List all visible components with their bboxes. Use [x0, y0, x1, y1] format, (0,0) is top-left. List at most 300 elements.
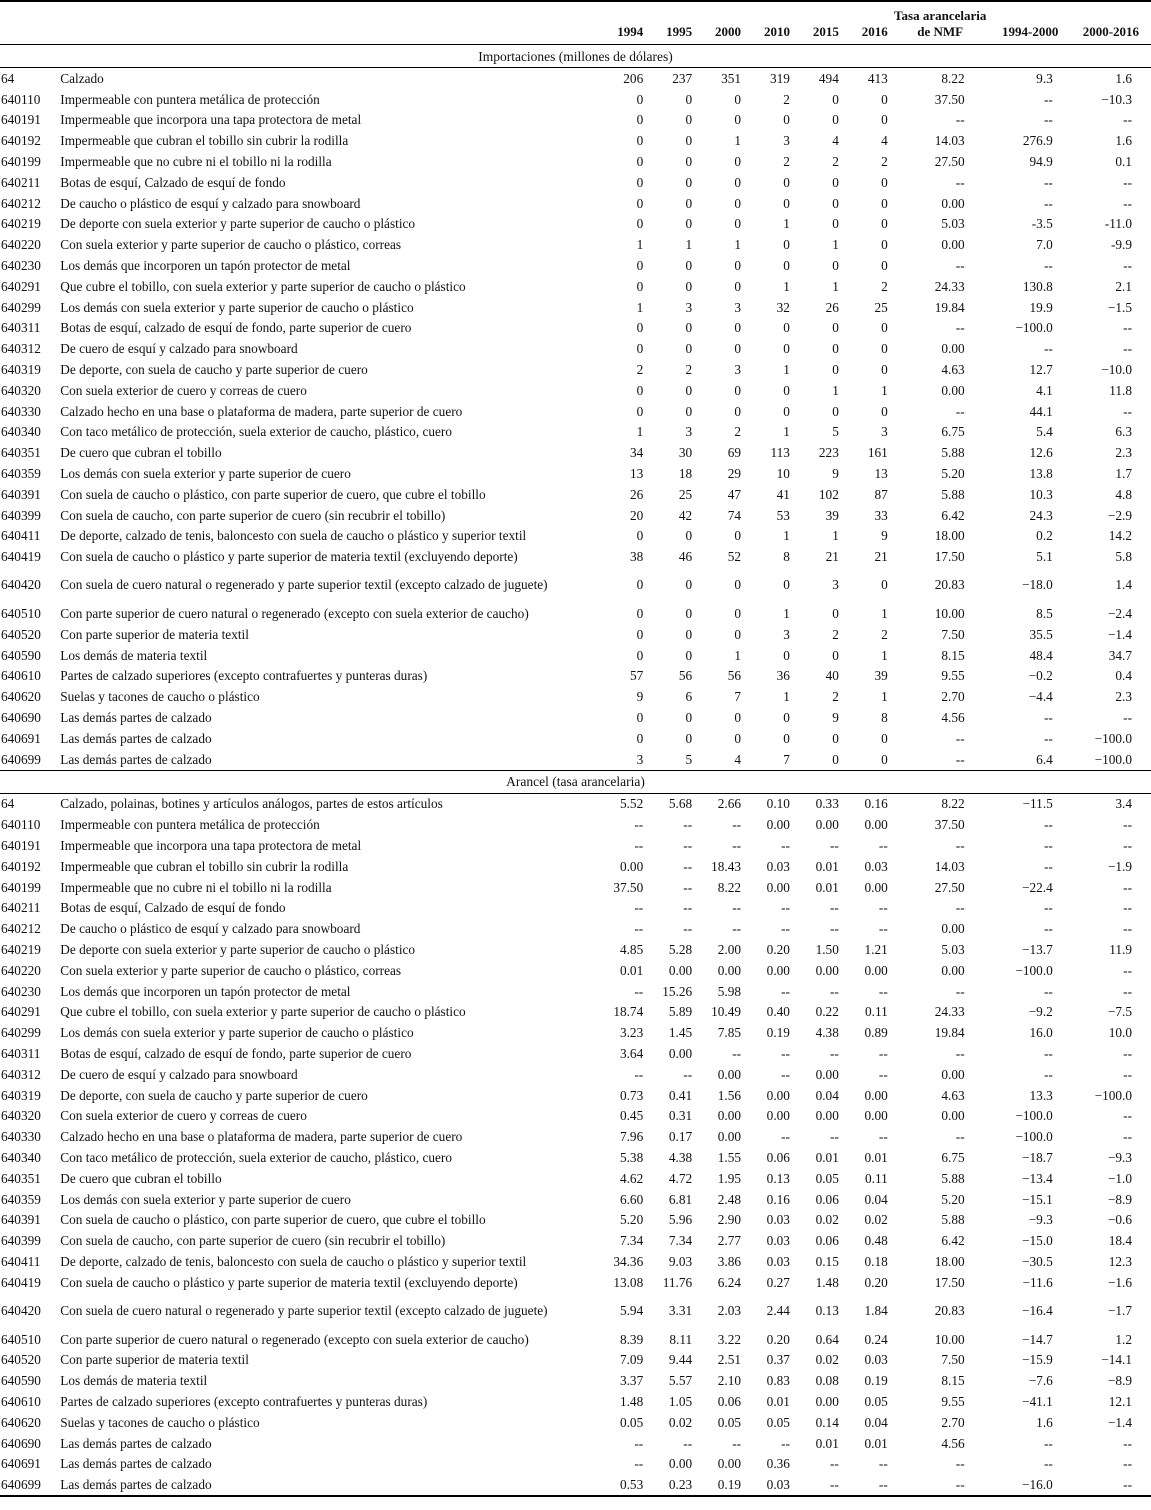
- cell-y2015: 5: [832, 424, 839, 440]
- cell-hs-code: 640212: [1, 195, 41, 211]
- cell-change-1994-2000: --: [1043, 341, 1053, 357]
- cell-mfn-rate: --: [955, 1129, 965, 1145]
- cell-mfn-rate: 20.83: [934, 577, 965, 593]
- cell-y1995: 0: [685, 133, 693, 149]
- cell-y2016: --: [878, 1456, 888, 1472]
- cell-change-2000-2016: --: [1071, 1474, 1151, 1496]
- cell-y1994: 5.38: [619, 1149, 644, 1165]
- cell-y2016: 0.05: [864, 1393, 888, 1409]
- cell-description: Los demás de materia textil: [60, 1373, 208, 1389]
- cell-y2010: 7: [783, 751, 790, 767]
- cell-description: Impermeable que cubran el tobillo sin cubrir la rodilla: [60, 858, 349, 874]
- cell-y1994: 0: [636, 195, 644, 211]
- cell-y2000: 7.85: [717, 1025, 742, 1041]
- cell-y1995: 1.05: [668, 1393, 693, 1409]
- cell-y1994: 3.23: [619, 1025, 644, 1041]
- cell-hs-code: 640192: [1, 133, 41, 149]
- cell-y1995: 25: [678, 486, 693, 502]
- cell-y2000: 2.00: [717, 941, 742, 957]
- cell-y2010: 0.13: [766, 1170, 790, 1186]
- table-header: [0, 1, 1151, 45]
- cell-y2010: 3: [783, 626, 790, 642]
- cell-y1994: 57: [629, 668, 644, 684]
- cell-mfn-rate: 0.00: [941, 382, 965, 398]
- table-row: [0, 1370, 1151, 1391]
- cell-change-1994-2000: 0.2: [1036, 528, 1053, 544]
- cell-change-2000-2016: 1.6: [1115, 133, 1132, 149]
- cell-y2016: 413: [867, 70, 888, 86]
- cell-description: De caucho o plástico de esquí y calzado para snowboard: [60, 921, 361, 937]
- cell-y2000: 2.66: [717, 796, 742, 812]
- cell-change-1994-2000: --: [1043, 900, 1053, 916]
- cell-y2010: 0.03: [766, 1233, 790, 1249]
- cell-y1995: 0: [685, 626, 693, 642]
- cell-change-1994-2000: −15.1: [1022, 1191, 1053, 1207]
- cell-change-2000-2016: 1.6: [1115, 70, 1132, 86]
- cell-change-1994-2000: --: [1043, 817, 1053, 833]
- cell-mfn-rate: 14.03: [934, 858, 965, 874]
- cell-y2015: 39: [825, 507, 839, 523]
- cell-y1995: 0: [685, 606, 693, 622]
- cell-y2016: 0.16: [864, 796, 888, 812]
- cell-y1994: 1: [636, 424, 644, 440]
- header-year-2016: 2016: [861, 24, 888, 39]
- cell-description: Impermeable con puntera metálica de protección: [60, 91, 320, 107]
- table-row: [0, 214, 1151, 235]
- cell-y2000: 0: [734, 258, 742, 274]
- cell-y1995: 1.45: [668, 1025, 693, 1041]
- table-row: [0, 1391, 1151, 1412]
- cell-y1994: 206: [623, 70, 644, 86]
- cell-y2000: 0.06: [717, 1393, 742, 1409]
- cell-description: Los demás que incorporen un tapón protector de metal: [60, 983, 351, 999]
- cell-change-1994-2000: 5.4: [1036, 424, 1053, 440]
- cell-y2010: 1: [783, 528, 790, 544]
- cell-change-1994-2000: --: [1043, 1456, 1053, 1472]
- cell-description: Botas de esquí, calzado de esquí de fondo, parte superior de cuero: [60, 1045, 412, 1061]
- cell-y2000: 29: [727, 466, 742, 482]
- cell-y2000: 0.00: [717, 1456, 742, 1472]
- cell-y1995: --: [683, 1066, 693, 1082]
- cell-hs-code: 640220: [1, 237, 41, 253]
- cell-change-1994-2000: −13.4: [1022, 1170, 1053, 1186]
- cell-y2016: 2: [881, 154, 888, 170]
- cell-y2015: 0: [832, 362, 839, 378]
- cell-y2010: 0: [783, 341, 790, 357]
- cell-y2016: 0.01: [864, 1435, 888, 1451]
- table-row: [0, 686, 1151, 707]
- cell-description: Impermeable que incorpora una tapa protectora de metal: [60, 112, 362, 128]
- cell-y2016: 0.11: [864, 1004, 888, 1020]
- cell-change-1994-2000: --: [1043, 858, 1053, 874]
- cell-y1995: 5.89: [668, 1004, 693, 1020]
- cell-y1995: 11.76: [662, 1274, 693, 1290]
- cell-y2010: 36: [776, 668, 790, 684]
- cell-description: Con suela de cuero natural o regenerado y parte superior textil (excepto calzado de juguete): [60, 1302, 548, 1318]
- cell-y2015: 0.04: [815, 1087, 839, 1103]
- cell-change-1994-2000: 10.3: [1029, 486, 1053, 502]
- cell-mfn-rate: 7.50: [941, 626, 965, 642]
- cell-y2016: --: [842, 1474, 891, 1496]
- cell-y2010: --: [781, 1045, 790, 1061]
- cell-y2016: 1.84: [864, 1302, 888, 1318]
- cell-y2000: 0: [734, 174, 742, 190]
- cell-change-2000-2016: --: [1123, 320, 1132, 336]
- cell-description: De cuero que cubran el tobillo: [60, 445, 222, 461]
- cell-change-2000-2016: -9.9: [1110, 237, 1132, 253]
- cell-y2015: 1: [832, 237, 839, 253]
- cell-y2010: 0: [783, 403, 790, 419]
- cell-hs-code: 640199: [1, 154, 41, 170]
- section-tariff-row: [0, 770, 1151, 793]
- cell-change-2000-2016: −14.1: [1101, 1352, 1132, 1368]
- cell-y2016: 33: [874, 507, 888, 523]
- cell-y2016: 0.03: [864, 858, 888, 874]
- header-year-2010: 2010: [763, 24, 790, 39]
- cell-y1995: 0: [685, 320, 693, 336]
- cell-change-2000-2016: −1.5: [1107, 299, 1132, 315]
- cell-y2015: 0.00: [815, 1066, 839, 1082]
- cell-hs-code: 640299: [1, 299, 41, 315]
- cell-change-1994-2000: --: [1043, 837, 1053, 853]
- cell-y2016: --: [878, 921, 888, 937]
- cell-mfn-rate: 6.75: [941, 1149, 965, 1165]
- cell-y2010: --: [781, 837, 790, 853]
- cell-y1995: 46: [678, 549, 693, 565]
- cell-change-1994-2000: −0.2: [1028, 668, 1053, 684]
- cell-change-2000-2016: --: [1123, 1456, 1132, 1472]
- cell-y2015: 0.01: [815, 858, 839, 874]
- cell-y2015: --: [830, 921, 839, 937]
- cell-hs-code: 640411: [1, 528, 41, 544]
- cell-y2016: --: [878, 1045, 888, 1061]
- table-row: [0, 546, 1151, 567]
- cell-y2015: 0.14: [815, 1414, 839, 1430]
- cell-hs-code: 640411: [1, 1253, 41, 1269]
- cell-y1995: 0: [685, 647, 693, 663]
- cell-y2015: 0.22: [815, 1004, 839, 1020]
- table-row: [0, 1412, 1151, 1433]
- cell-y1995: 0: [685, 710, 693, 725]
- cell-y2000: 0: [734, 710, 742, 725]
- cell-description: Botas de esquí, Calzado de esquí de fondo: [60, 900, 286, 916]
- cell-y1994: 0.73: [619, 1087, 644, 1103]
- cell-mfn-rate: 6.42: [941, 1233, 965, 1249]
- cell-y1994: 34: [629, 445, 644, 461]
- cell-y2016: 87: [874, 486, 888, 502]
- cell-y2010: 0.27: [766, 1274, 790, 1290]
- cell-hs-code: 640320: [1, 382, 41, 398]
- cell-change-1994-2000: −100.0: [1015, 1129, 1053, 1145]
- cell-change-1994-2000: --: [1043, 1045, 1053, 1061]
- cell-mfn-rate: --: [955, 837, 965, 853]
- table-row: [0, 401, 1151, 422]
- cell-y2015: 1: [832, 528, 839, 544]
- cell-y2016: 0.19: [864, 1373, 888, 1389]
- cell-hs-code: 640590: [1, 647, 41, 663]
- cell-description: Con taco metálico de protección, suela exterior de caucho, plástico, cuero: [60, 1149, 452, 1165]
- cell-y2015: 0.01: [815, 879, 839, 895]
- cell-y2016: 0: [881, 237, 888, 253]
- cell-y2000: 1.95: [717, 1170, 742, 1186]
- cell-mfn-rate: 0.00: [941, 341, 965, 357]
- cell-mfn-rate: 9.55: [941, 1393, 965, 1409]
- table-row: [0, 1251, 1151, 1272]
- cell-change-2000-2016: −1.4: [1107, 626, 1132, 642]
- cell-y2010: 1: [783, 689, 790, 705]
- cell-y2015: 0.13: [815, 1302, 839, 1318]
- table-row: [0, 1433, 1151, 1454]
- cell-y2015: 9: [832, 710, 839, 725]
- cell-y2015: 0: [832, 341, 839, 357]
- cell-hs-code: 640330: [1, 403, 41, 419]
- cell-y2010: 319: [770, 70, 790, 86]
- cell-y2010: 0.40: [766, 1004, 790, 1020]
- cell-y2010: 32: [776, 299, 790, 315]
- cell-y1995: 0.31: [668, 1108, 693, 1124]
- cell-change-2000-2016: −10.3: [1101, 91, 1132, 107]
- cell-change-1994-2000: --: [1043, 983, 1053, 999]
- cell-hs-code: 640391: [1, 486, 41, 502]
- cell-description: Calzado hecho en una base o plataforma de madera, parte superior de cuero: [60, 1129, 463, 1145]
- table-row: [0, 1453, 1151, 1474]
- cell-description: Botas de esquí, calzado de esquí de fondo, parte superior de cuero: [60, 320, 412, 336]
- cell-y2000: --: [732, 900, 742, 916]
- cell-change-2000-2016: −100.0: [1094, 730, 1132, 746]
- cell-hs-code: 640359: [1, 1191, 41, 1207]
- cell-y2010: 0.00: [766, 962, 790, 978]
- cell-y2010: 0.00: [766, 879, 790, 895]
- cell-y1995: 0: [685, 195, 693, 211]
- cell-change-1994-2000: −9.3: [1028, 1212, 1053, 1228]
- cell-change-2000-2016: --: [1123, 710, 1132, 725]
- cell-y1995: --: [683, 858, 693, 874]
- table-row: [0, 1147, 1151, 1168]
- cell-description: Con suela exterior y parte superior de caucho o plástico, correas: [60, 237, 402, 253]
- cell-y2015: 1.48: [815, 1274, 839, 1290]
- cell-y2010: 0.01: [766, 1393, 790, 1409]
- cell-mfn-rate: --: [955, 320, 965, 336]
- cell-y1995: 6: [685, 689, 693, 705]
- cell-y2000: 4: [734, 751, 742, 767]
- cell-y1994: 26: [629, 486, 644, 502]
- cell-description: Partes de calzado superiores (excepto contrafuertes y punteras duras): [60, 1393, 428, 1409]
- cell-y2016: 39: [874, 668, 888, 684]
- cell-hs-code: 640340: [1, 424, 41, 440]
- cell-change-1994-2000: --: [1043, 710, 1053, 725]
- cell-mfn-rate: --: [955, 983, 965, 999]
- cell-hs-code: 640419: [1, 1274, 41, 1290]
- cell-y2016: 0: [881, 320, 888, 336]
- cell-change-1994-2000: 16.0: [1029, 1025, 1053, 1041]
- cell-hs-code: 640199: [1, 879, 41, 895]
- cell-y2000: 2: [734, 424, 742, 440]
- table-row: [0, 981, 1151, 1002]
- cell-y2016: 1: [881, 647, 888, 663]
- cell-y2010: 2: [783, 154, 790, 170]
- table-row: [0, 1349, 1151, 1370]
- cell-y2010: --: [781, 921, 790, 937]
- cell-y2010: --: [781, 900, 790, 916]
- cell-hs-code: 640690: [1, 1435, 41, 1451]
- cell-mfn-rate: 7.50: [941, 1352, 965, 1368]
- cell-mfn-rate: 5.88: [941, 1170, 965, 1186]
- cell-mfn-rate: 6.75: [941, 424, 965, 440]
- cell-mfn-rate: 0.00: [941, 921, 965, 937]
- cell-description: Los demás con suela exterior y parte superior de cuero: [60, 1191, 351, 1207]
- cell-hs-code: 640351: [1, 1170, 41, 1186]
- cell-mfn-rate: 19.84: [934, 299, 965, 315]
- cell-hs-code: 640211: [1, 174, 41, 190]
- cell-change-1994-2000: 12.7: [1029, 362, 1053, 378]
- cell-y1994: 0: [636, 91, 644, 107]
- cell-description: De deporte, calzado de tenis, baloncesto con suela de caucho o plástico y superior textil: [60, 528, 527, 544]
- cell-y2010: 0: [783, 382, 790, 398]
- cell-y1995: 0: [685, 154, 693, 170]
- cell-mfn-rate: 5.88: [941, 1212, 965, 1228]
- cell-y2000: 0: [734, 403, 742, 419]
- table-row: [0, 505, 1151, 526]
- cell-y1994: 0: [636, 606, 644, 622]
- cell-hs-code: 640391: [1, 1212, 41, 1228]
- cell-y2016: 0: [881, 258, 888, 274]
- cell-y1995: 0.23: [646, 1474, 695, 1496]
- cell-y2016: --: [878, 837, 888, 853]
- cell-mfn-rate: 0.00: [941, 962, 965, 978]
- table-row: [0, 856, 1151, 877]
- cell-change-1994-2000: --: [1043, 1066, 1053, 1082]
- cell-change-1994-2000: −30.5: [1022, 1253, 1053, 1269]
- cell-hs-code: 640312: [1, 1066, 41, 1082]
- cell-y2000: 74: [727, 507, 742, 523]
- cell-y2010: 0: [783, 320, 790, 336]
- cell-change-1994-2000: −13.7: [1022, 941, 1053, 957]
- cell-y2015: 2: [832, 626, 839, 642]
- cell-y2000: --: [732, 817, 742, 833]
- cell-description: Calzado, polainas, botines y artículos análogos, partes de estos artículos: [60, 796, 443, 812]
- cell-y2000: 0.05: [717, 1414, 742, 1430]
- cell-hs-code: 640620: [1, 689, 41, 705]
- cell-y2016: 8: [881, 710, 888, 725]
- table-row: [0, 793, 1151, 814]
- cell-change-2000-2016: −2.9: [1107, 507, 1132, 523]
- cell-change-2000-2016: --: [1123, 1108, 1132, 1124]
- cell-y1995: 5.57: [668, 1373, 693, 1389]
- cell-y2016: --: [878, 983, 888, 999]
- table-row: [0, 918, 1151, 939]
- cell-y1994: 2: [636, 362, 644, 378]
- cell-mfn-rate: 5.88: [941, 445, 965, 461]
- cell-y2000: 1: [734, 237, 742, 253]
- cell-change-1994-2000: −100.0: [1015, 1108, 1053, 1124]
- cell-y1995: 30: [678, 445, 693, 461]
- cell-change-2000-2016: −9.3: [1107, 1149, 1132, 1165]
- cell-mfn-rate: 0.00: [941, 195, 965, 211]
- table-row: [0, 318, 1151, 339]
- cell-mfn-rate: 4.56: [941, 710, 965, 725]
- table-row: [0, 442, 1151, 463]
- cell-y1994: --: [634, 900, 644, 916]
- cell-y2010: 0: [783, 112, 790, 128]
- cell-y2016: 13: [874, 466, 888, 482]
- cell-change-1994-2000: --: [1043, 1435, 1053, 1451]
- cell-y2010: 0.10: [766, 796, 790, 812]
- table-row: [0, 1001, 1151, 1022]
- cell-y2010: 10: [776, 466, 790, 482]
- cell-y1994: 4.62: [619, 1170, 644, 1186]
- cell-y1994: 0.45: [619, 1108, 644, 1124]
- cell-y2000: 0: [734, 730, 742, 746]
- cell-mfn-rate: 17.50: [934, 549, 965, 565]
- cell-hs-code: 640351: [1, 445, 41, 461]
- cell-y1994: 0: [636, 216, 644, 232]
- cell-y2016: 1: [881, 606, 888, 622]
- cell-change-2000-2016: 5.8: [1115, 549, 1132, 565]
- table-row: [0, 338, 1151, 359]
- cell-y2015: 0.02: [815, 1352, 839, 1368]
- cell-description: Los demás que incorporen un tapón protector de metal: [60, 258, 351, 274]
- cell-y2016: 0: [881, 362, 888, 378]
- cell-mfn-rate: 20.83: [934, 1302, 965, 1318]
- cell-change-2000-2016: 3.4: [1115, 796, 1132, 812]
- cell-y1995: --: [683, 921, 693, 937]
- cell-y1994: 0: [636, 341, 644, 357]
- table-row: [0, 707, 1151, 728]
- cell-y2015: 0: [832, 112, 839, 128]
- cell-y2000: 2.03: [717, 1302, 742, 1318]
- cell-description: Impermeable que incorpora una tapa protectora de metal: [60, 837, 362, 853]
- cell-y2010: 0.03: [766, 1253, 790, 1269]
- table-row: [0, 193, 1151, 214]
- cell-change-2000-2016: 2.3: [1115, 689, 1132, 705]
- table-row: [0, 567, 1151, 603]
- cell-y1995: 4.72: [668, 1170, 693, 1186]
- cell-change-2000-2016: −1.4: [1107, 1414, 1132, 1430]
- cell-y2015: 1.50: [815, 941, 839, 957]
- cell-description: Las demás partes de calzado: [60, 730, 212, 746]
- cell-y2016: 0.11: [864, 1170, 888, 1186]
- cell-y1995: 3: [685, 299, 693, 315]
- cell-mfn-rate: --: [955, 730, 965, 746]
- cell-y1995: 0: [685, 216, 693, 232]
- cell-y2016: 0: [881, 751, 888, 767]
- cell-y2000: 2.77: [717, 1233, 742, 1249]
- table-row: [0, 603, 1151, 624]
- cell-description: Calzado: [60, 70, 104, 86]
- cell-y2015: 0: [832, 91, 839, 107]
- cell-y1995: 0.00: [668, 962, 693, 978]
- cell-y2010: 0: [783, 730, 790, 746]
- cell-y2015: 4: [832, 133, 839, 149]
- cell-y1994: 3: [636, 751, 644, 767]
- cell-mfn-rate: 27.50: [934, 879, 965, 895]
- cell-change-2000-2016: −1.0: [1107, 1170, 1132, 1186]
- cell-change-1994-2000: --: [1043, 112, 1053, 128]
- cell-y2000: 1: [734, 647, 742, 663]
- cell-description: Que cubre el tobillo, con suela exterior y parte superior de caucho o plástico: [60, 1004, 466, 1020]
- cell-y2016: 161: [867, 445, 888, 461]
- table-row: [0, 151, 1151, 172]
- cell-y2010: --: [781, 1066, 790, 1082]
- cell-y1994: 7.09: [619, 1352, 644, 1368]
- cell-change-2000-2016: −7.5: [1107, 1004, 1132, 1020]
- cell-y2000: 0: [734, 606, 742, 622]
- table-row: [0, 1064, 1151, 1085]
- cell-y2015: --: [830, 983, 839, 999]
- cell-y2000: --: [732, 921, 742, 937]
- cell-y2015: 0: [832, 403, 839, 419]
- table-row: [0, 624, 1151, 645]
